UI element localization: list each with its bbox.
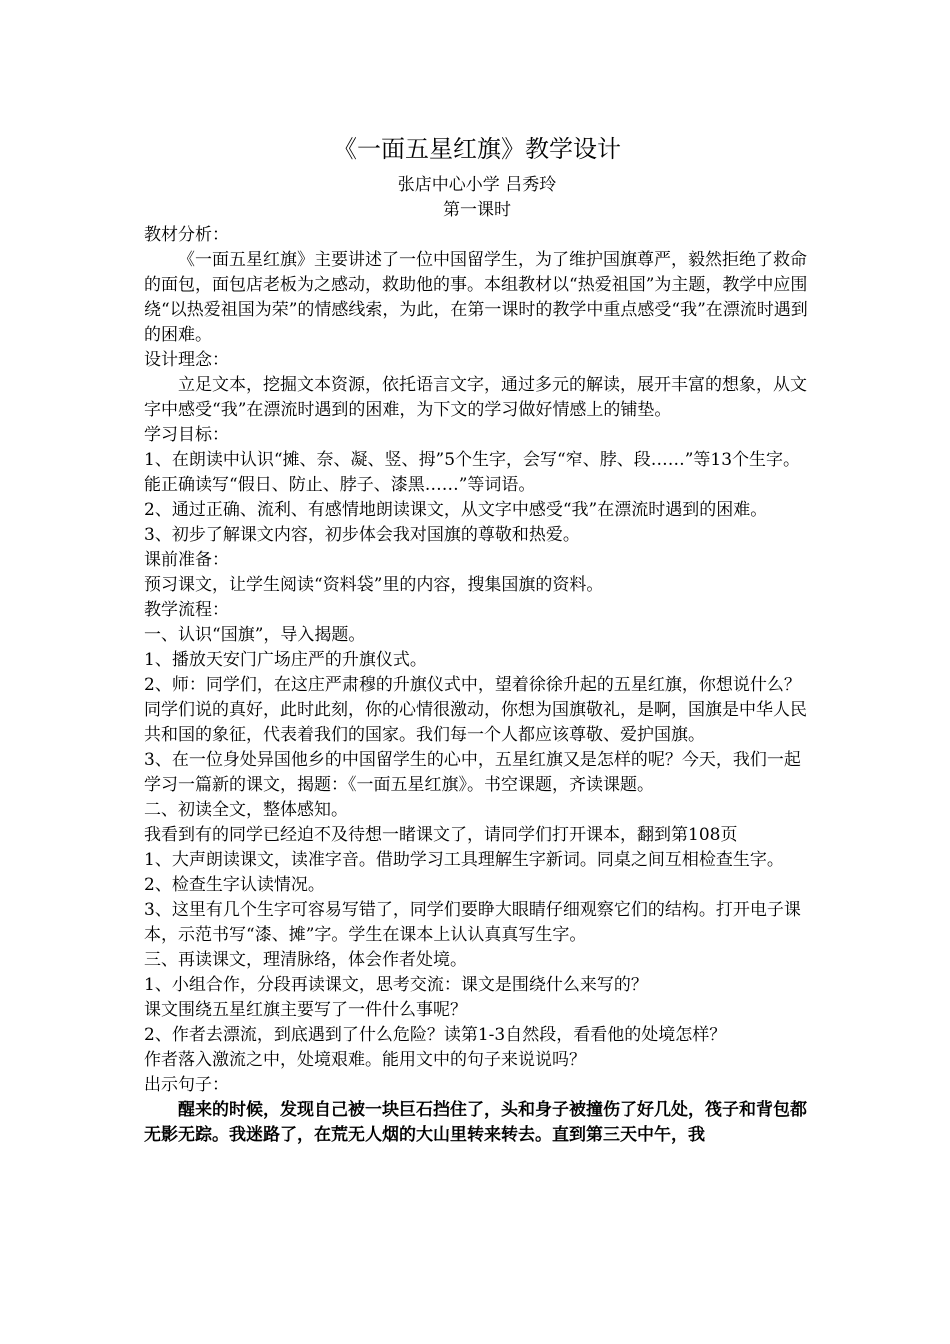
paragraph: 3、在一位身处异国他乡的中国留学生的心中，五星红旗又是怎样的呢？今天，我们一起学习一篇新的课文，揭题：《一面五星红旗》。书空课题，齐读课题。 xyxy=(144,750,801,795)
paragraph: 《一面五星红旗》主要讲述了一位中国留学生，为了维护国旗尊严，毅然拒绝了救命的面包，面包店老板为之感动，救助他的事。本组教材以“热爱祖国”为主题，教学中应围绕“以热爱祖国为荣”的情感线索，为此，在第一课时的教学中重点感受“我”在漂流时遇到的困难。 xyxy=(144,250,808,345)
paragraph: 教材分析： xyxy=(144,225,229,245)
paragraph: 同学们说的真好，此时此刻，你的心情很激动，你想为国旗敬礼，是啊，国旗是中华人民共和国的象征，代表着我们的国家。我们每一个人都应该尊敬、爱护国旗。 xyxy=(144,700,807,745)
paragraph: 课前准备： xyxy=(144,550,229,570)
paragraph: 三、再读课文，理清脉络，体会作者处境。 xyxy=(144,950,467,970)
paragraph: 2、通过正确、流利、有感情地朗读课文，从文字中感受“我”在漂流时遇到的困难。 xyxy=(144,500,768,520)
paragraph: 1、小组合作，分段再读课文，思考交流：课文是围绕什么来写的？ xyxy=(144,975,648,995)
paragraph: 立足文本，挖掘文本资源，依托语言文字，通过多元的解读，展开丰富的想象，从文字中感受“我”在漂流时遇到的困难，为下文的学习做好情感上的铺垫。 xyxy=(144,375,807,420)
paragraph: 设计理念： xyxy=(144,350,229,370)
paragraph: 2、检查生字认读情况。 xyxy=(144,875,325,895)
paragraph: 出示句子： xyxy=(144,1075,229,1095)
author-line: 张店中心小学 吕秀玲 xyxy=(397,175,557,195)
paragraph: 2、师：同学们，在这庄严肃穆的升旗仪式中，望着徐徐升起的五星红旗，你想说什么？ xyxy=(144,675,801,695)
paragraph: 2、作者去漂流，到底遇到了什么危险？读第1-3自然段，看看他的处境怎样？ xyxy=(144,1025,727,1045)
document-title: 《一面五星红旗》教学设计 xyxy=(333,135,621,163)
quoted-sentence: 醒来的时候，发现自己被一块巨石挡住了，头和身子被撞伤了好几处，筏子和背包都无影无踪。我迷路了，在荒无人烟的大山里转来转去。直到第三天中午，我 xyxy=(144,1100,807,1145)
paragraph: 1、大声朗读课文，读准字音。借助学习工具理解生字新词。同桌之间互相检查生字。 xyxy=(144,850,784,870)
document-body xyxy=(144,223,810,1148)
paragraph: 一、认识“国旗”，导入揭题。 xyxy=(144,625,366,645)
paragraph: 二、初读全文，整体感知。 xyxy=(144,800,348,820)
paragraph: 我看到有的同学已经迫不及待想一睹课文了，请同学们打开课本，翻到第108页 xyxy=(144,825,738,845)
paragraph: 教学流程： xyxy=(144,600,229,620)
paragraph: 3、初步了解课文内容，初步体会我对国旗的尊敬和热爱。 xyxy=(144,525,580,545)
document-page xyxy=(144,133,810,1148)
paragraph: 作者落入激流之中，处境艰难。能用文中的句子来说说吗？ xyxy=(144,1050,586,1070)
paragraph: 3、这里有几个生字可容易写错了，同学们要睁大眼睛仔细观察它们的结构。打开电子课本，示范书写“漆、摊”字。学生在课本上认认真真写生字。 xyxy=(144,900,801,945)
paragraph: 课文围绕五星红旗主要写了一件什么事呢？ xyxy=(144,1000,467,1020)
paragraph: 学习目标： xyxy=(144,425,229,445)
paragraph: 预习课文，让学生阅读“资料袋”里的内容，搜集国旗的资料。 xyxy=(144,575,604,595)
paragraph: 1、播放天安门广场庄严的升旗仪式。 xyxy=(144,650,427,670)
lesson-label: 第一课时 xyxy=(443,200,511,220)
paragraph: 1、在朗读中认识“摊、奈、凝、竖、拇”5个生字，会写“窄、脖、段……”等13个生字。能正确读写“假日、防止、脖子、漆黑……”等词语。 xyxy=(144,450,801,495)
